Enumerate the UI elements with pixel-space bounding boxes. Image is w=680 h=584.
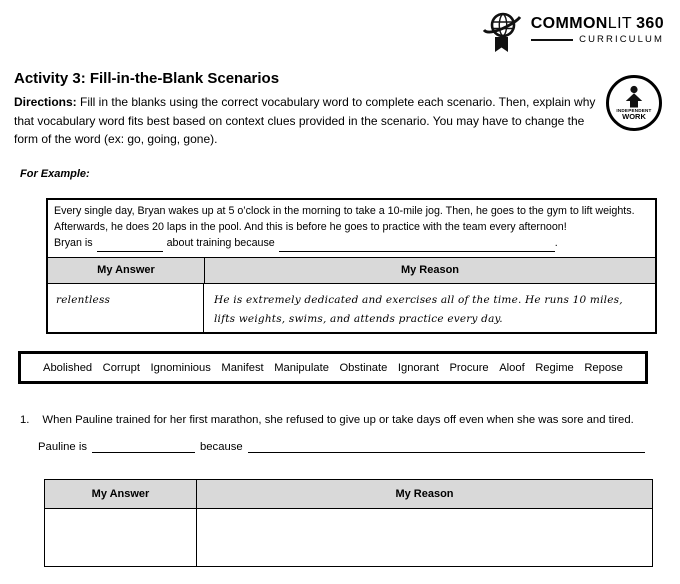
logo-text — [531, 8, 664, 45]
brand-lit: LIT — [607, 15, 633, 32]
word-bank-word: Ignominious — [150, 361, 211, 374]
question-1-col-my-reason: My Reason — [395, 488, 454, 500]
word-bank-word: Aloof — [499, 361, 525, 374]
example-answer-cell — [48, 284, 204, 332]
globe-ribbon-icon — [479, 8, 525, 56]
question-1-answer-row — [45, 509, 652, 566]
question-1-fill-pre: Pauline is — [38, 441, 87, 453]
commonlit-logo — [479, 8, 664, 56]
question-1-fill-line — [38, 440, 645, 453]
question-1-reason-blank[interactable] — [248, 440, 645, 453]
badge-line1: INDEPENDENT — [616, 108, 652, 113]
question-1-table-header — [45, 480, 652, 509]
directions — [14, 93, 600, 149]
question-1-fill-mid: because — [199, 441, 243, 453]
logo-rule — [531, 39, 573, 41]
example-reason-blank[interactable] — [279, 239, 555, 252]
example-scenario-text: Every single day, Bryan wakes up at 5 o’clock in the morning to take a 10-mile jog. Then, he goes to the gym to lift weights. Afterwards, he does 20 laps in the pool. And this is before he goes to practice with the team every afternoon! — [54, 205, 635, 233]
question-1-reason-cell[interactable] — [197, 509, 652, 566]
word-bank-word: Manifest — [221, 361, 264, 374]
example-answer-text: relentless — [56, 293, 111, 306]
word-bank-word: Ignorant — [397, 361, 439, 374]
brand-common: COMMON — [530, 15, 608, 32]
question-1-number: 1. — [20, 414, 30, 426]
question-1-answer-cell[interactable] — [45, 509, 197, 566]
independent-work-badge — [606, 75, 662, 131]
logo-subtitle: CURRICULUM — [579, 34, 664, 45]
example-col-my-answer: My Answer — [48, 258, 205, 283]
for-example-label: For Example: — [20, 168, 90, 180]
word-bank-word: Corrupt — [102, 361, 140, 374]
question-1-text: When Pauline trained for her first marathon, she refused to give up or take days off even when she was sore and tired. — [42, 414, 634, 426]
example-answer-blank[interactable] — [97, 239, 163, 252]
page-title: Activity 3: Fill-in-the-Blank Scenarios — [14, 70, 280, 87]
directions-text: Fill in the blanks using the correct vocabulary word to complete each scenario. Then, explain why that vocabulary word fits best based on context clues provided in the scenario. You may have to change the form of the word (ex: go, going, gone). — [14, 95, 596, 146]
example-table-header — [48, 258, 655, 284]
word-bank-word: Abolished — [43, 361, 93, 374]
example-fill-mid: about training because — [166, 237, 275, 249]
brand-name — [531, 15, 664, 32]
example-table — [46, 198, 657, 334]
example-scenario-cell — [48, 200, 655, 258]
question-1-answer-blank[interactable] — [92, 440, 195, 453]
word-bank-word: Procure — [449, 361, 489, 374]
question-1-col-my-answer: My Answer — [45, 480, 197, 508]
word-bank-word: Regime — [535, 361, 574, 374]
example-reason-cell — [204, 284, 655, 332]
question-1-table — [44, 479, 653, 567]
word-bank — [18, 351, 648, 384]
word-bank-word: Repose — [584, 361, 623, 374]
example-col-my-reason: My Reason — [400, 264, 460, 276]
example-reason-text: He is extremely dedicated and exercises all of the time. He runs 10 miles, lifts weights, swims, and attends practice every day. — [214, 293, 623, 325]
directions-label: Directions: — [14, 95, 77, 109]
word-bank-word: Obstinate — [339, 361, 388, 374]
question-1 — [20, 414, 664, 426]
logo-subtitle-line — [531, 34, 664, 45]
example-fill-line — [54, 236, 649, 252]
example-answer-row — [48, 284, 655, 332]
example-fill-pre: Bryan is — [54, 237, 93, 249]
badge-line2: WORK — [622, 112, 646, 121]
person-icon — [622, 85, 646, 108]
brand-360: 360 — [636, 15, 664, 32]
word-bank-word: Manipulate — [274, 361, 329, 374]
example-fill-end: . — [554, 237, 558, 249]
